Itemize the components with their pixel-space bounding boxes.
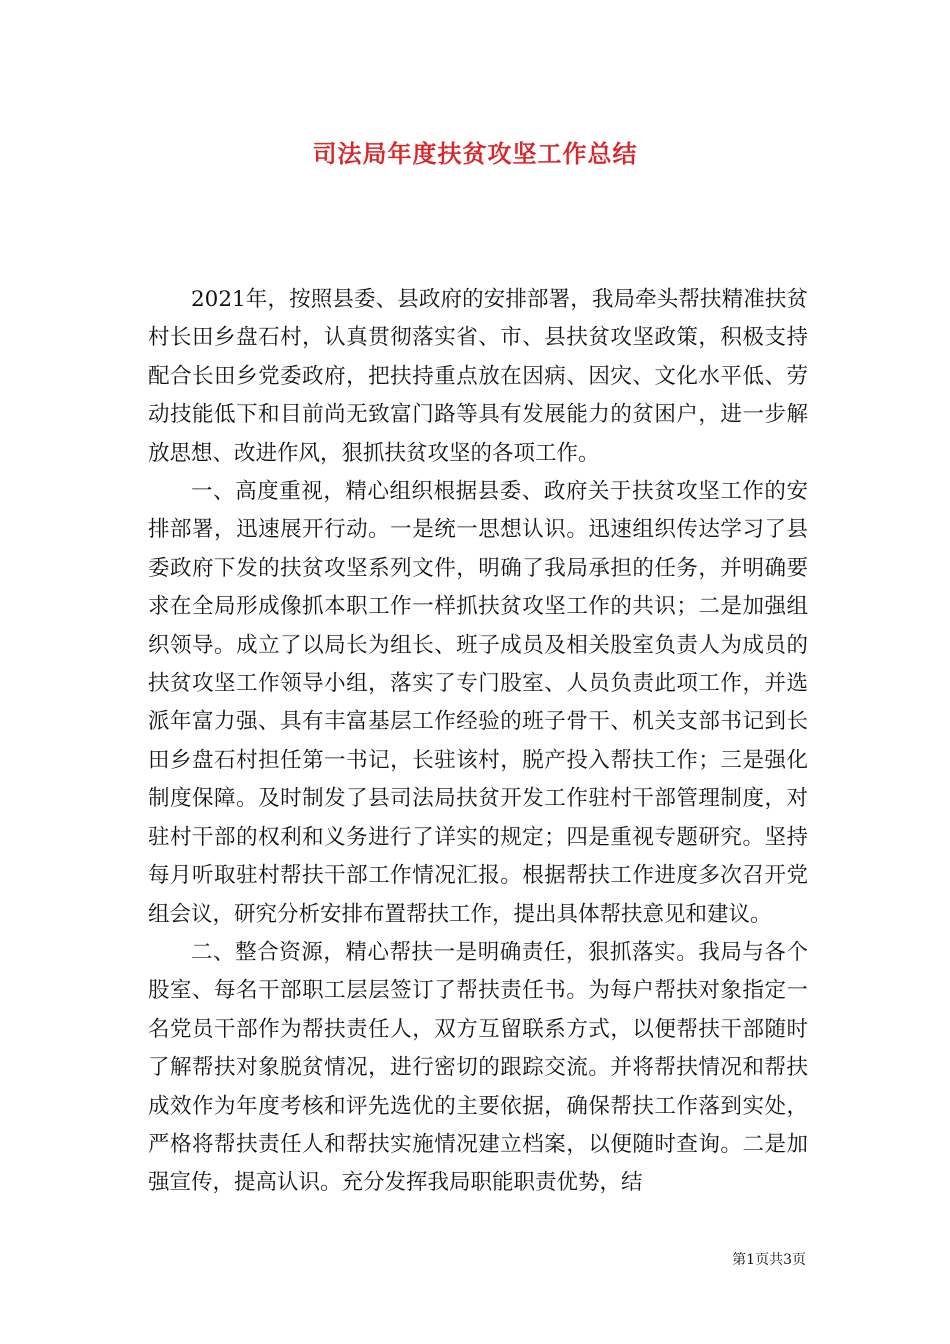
document-body (148, 281, 808, 1203)
paragraph-section-two: 二、整合资源，精心帮扶一是明确责任，狠抓落实。我局与各个股室、每名干部职工层层签订了帮扶责任书。为每户帮扶对象指定一名党员干部作为帮扶责任人，双方互留联系方式，以便帮扶干部随时了解帮扶对象脱贫情况，进行密切的跟踪交流。并将帮扶情况和帮扶成效作为年度考核和评先选优的主要依据，确保帮扶工作落到实处，严格将帮扶责任人和帮扶实施情况建立档案，以便随时查询。二是加强宣传，提高认识。充分发挥我局职能职责优势，结 (148, 939, 808, 1196)
document-title: 司法局年度扶贫攻坚工作总结 (312, 139, 638, 168)
paragraph-section-one: 一、高度重视，精心组织根据县委、政府关于扶贫攻坚工作的安排部署，迅速展开行动。一是统一思想认识。迅速组织传达学习了县委政府下发的扶贫攻坚系列文件，明确了我局承担的任务，并明确要求在全局形成像抓本职工作一样抓扶贫攻坚工作的共识；二是加强组织领导。成立了以局长为组长、班子成员及相关股室负责人为成员的扶贫攻坚工作领导小组，落实了专门股室、人员负责此项工作，并选派年富力强、具有丰富基层工作经验的班子骨干、机关支部书记到长田乡盘石村担任第一书记，长驻该村，脱产投入帮扶工作；三是强化制度保障。及时制发了县司法局扶贫开发工作驻村干部管理制度，对驻村干部的权利和义务进行了详实的规定；四是重视专题研究。坚持每月听取驻村帮扶干部工作情况汇报。根据帮扶工作进度多次召开党组会议，研究分析安排布置帮扶工作，提出具体帮扶意见和建议。 (148, 479, 808, 927)
page-number: 第1页共3页 (732, 1252, 806, 1268)
paragraph-intro: 2021年，按照县委、县政府的安排部署，我局牵头帮扶精准扶贫村长田乡盘石村，认真贯彻落实省、市、县扶贫攻坚政策，积极支持配合长田乡党委政府，把扶持重点放在因病、因灾、文化水平低、劳动技能低下和目前尚无致富门路等具有发展能力的贫困户，进一步解放思想、改进作风，狠抓扶贫攻坚的各项工作。 (148, 287, 808, 466)
